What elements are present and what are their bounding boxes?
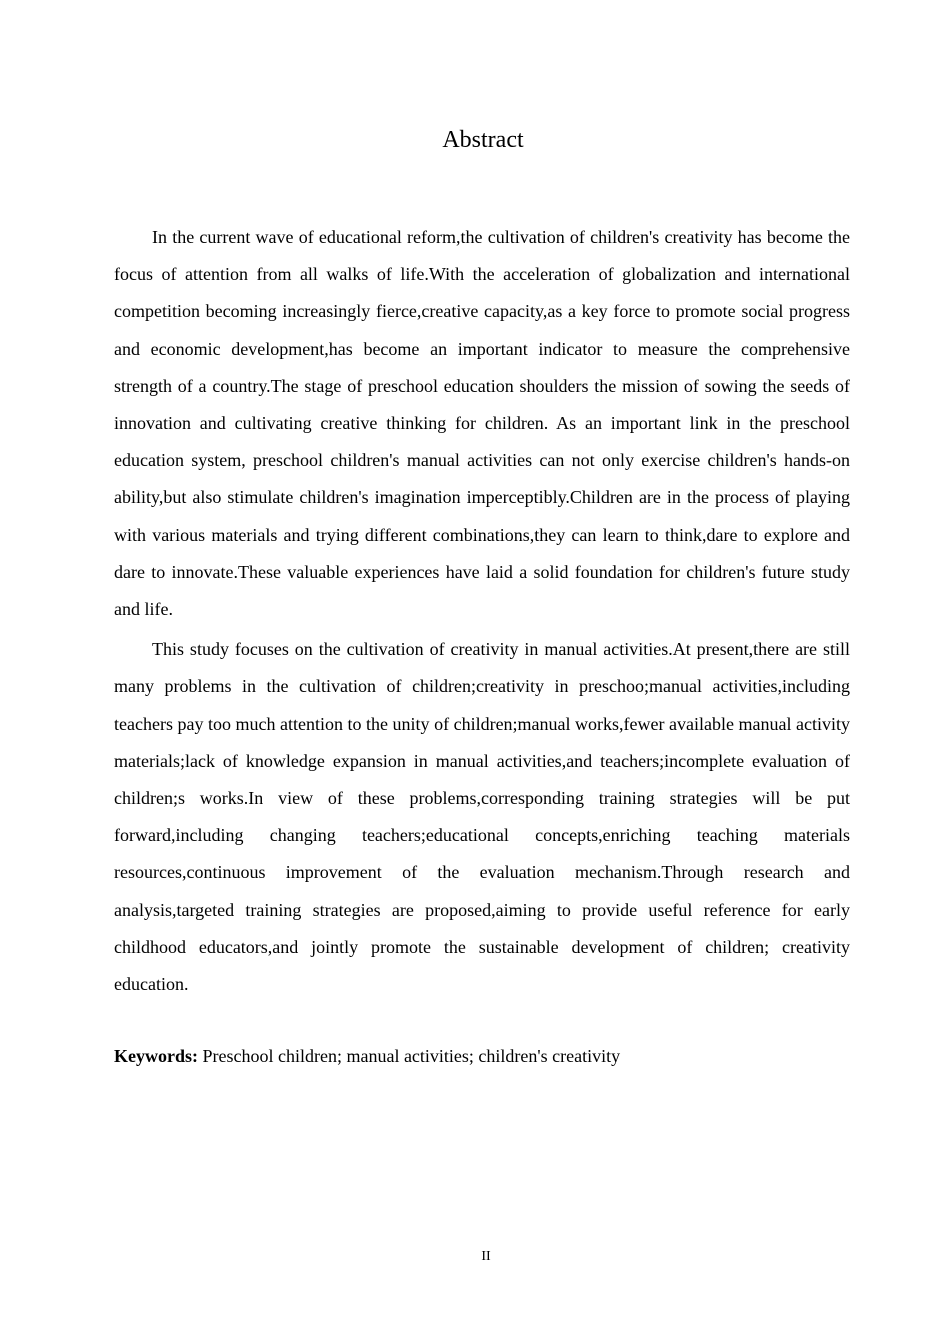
abstract-paragraph-2: This study focuses on the cultivation of creativity in manual activities.At present,there are still many problems in the cultivation of children;creativity in preschoo;manual activities,including teachers pay too much attention to the unity of children;manual works,fewer available manual activity materials;lack of knowledge expansion in manual activities,and teachers;incomplete evaluation of children;s works.In view of these problems,corresponding training strategies will be put forward,including changing teachers;educational concepts,enriching teaching materials resources,continuous improvement of the evaluation mechanism.Through research and analysis,targeted training strategies are proposed,aiming to provide useful reference for early childhood educators,and jointly promote the sustainable development of children; creativity education. <box>114 639 850 995</box>
keywords-text: Preschool children; manual activities; children's creativity <box>198 1046 621 1066</box>
abstract-paragraph-1: In the current wave of educational reform,the cultivation of children's creativity has become the focus of attention from all walks of life.With the acceleration of globalization and international competition becoming increasingly fierce,creative capacity,as a key force to promote social progress and economic development,has become an important indicator to measure the comprehensive strength of a country.The stage of preschool education shoulders the mission of sowing the seeds of innovation and cultivating creative thinking for children. As an important link in the preschool education system, preschool children's manual activities can not only exercise children's hands-on ability,but also stimulate children's imagination imperceptibly.Children are in the process of playing with various materials and trying different combinations,they can learn to think,dare to explore and dare to innovate.These valuable experiences have laid a solid foundation for children's future study and life. <box>114 227 850 620</box>
abstract-body <box>114 219 850 1006</box>
keywords-label: Keywords: <box>114 1046 198 1066</box>
page-number: II <box>481 1249 491 1264</box>
abstract-title: Abstract <box>442 127 524 153</box>
keywords-line <box>114 1041 850 1071</box>
